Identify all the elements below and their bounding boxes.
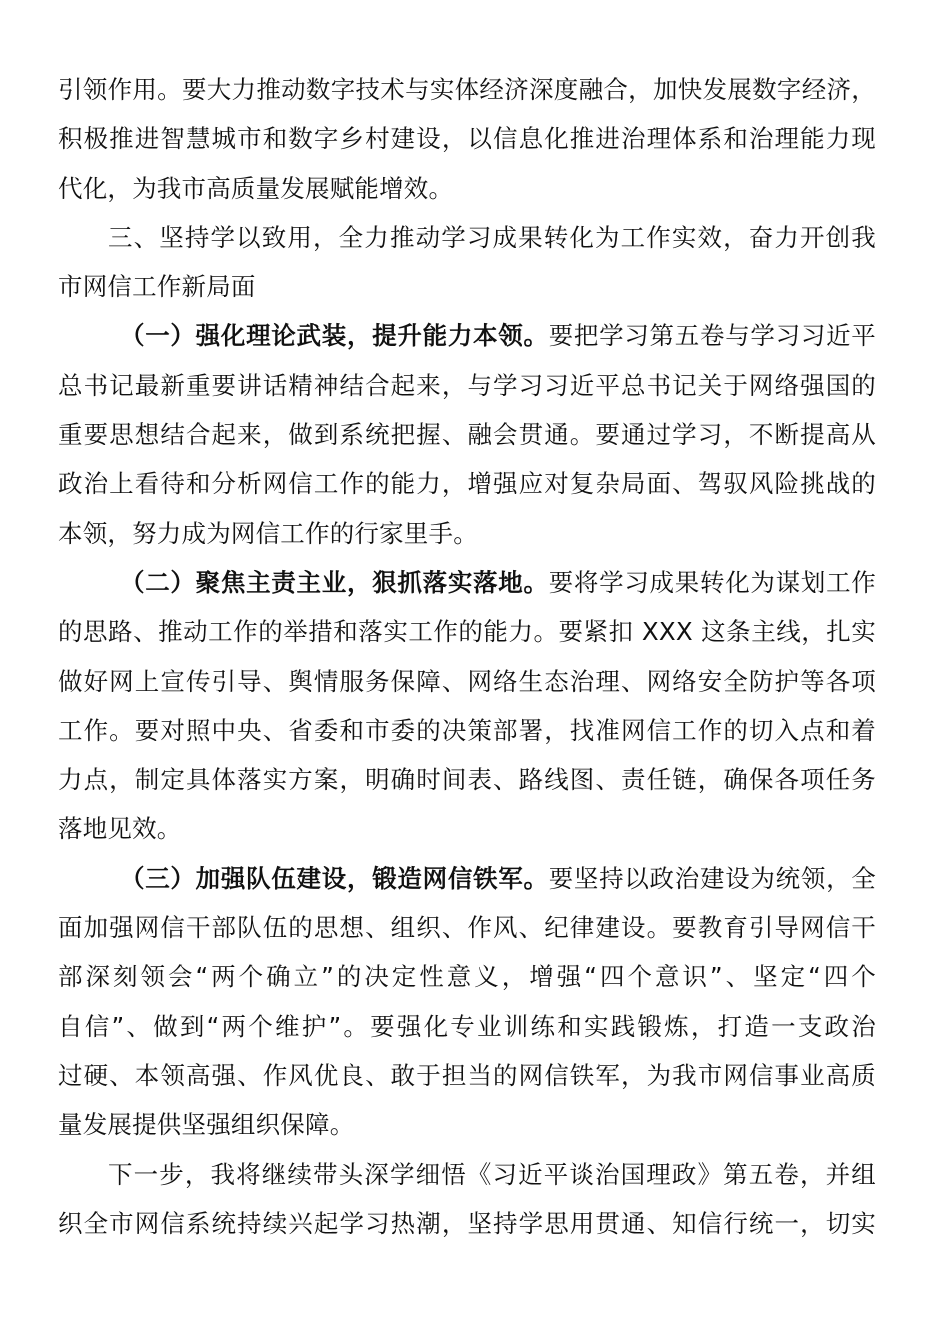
paragraph-intro-tail — [58, 68, 876, 216]
text-line — [58, 314, 876, 363]
paragraph-item-3 — [58, 857, 876, 1153]
text-line: 本领，努力成为网信工作的行家里手。 — [58, 518, 478, 548]
text-line: 织全市网信系统持续兴起学习热潮，坚持学思用贯通、知信行统一，切实 — [58, 1208, 876, 1238]
text-line: 总书记最新重要讲话精神结合起来，与学习习近平总书记关于网络强国的 — [58, 370, 876, 400]
text-line: 面加强网信干部队伍的思想、组织、作风、纪律建设。要教育引导网信干 — [58, 913, 876, 943]
text-line: 积极推进智慧城市和数字乡村建设，以信息化推进治理体系和治理能力现 — [58, 124, 876, 154]
text-line: 部深刻领会“两个确立”的决定性意义，增强“四个意识”、坚定“四个 — [58, 962, 876, 992]
text-line: 自信”、做到“两个维护”。要强化专业训练和实践锻炼，打造一支政治 — [58, 1011, 876, 1041]
paragraph-item-1 — [58, 314, 876, 560]
text-line: 过硬、本领高强、作风优良、敢于担当的网信铁军，为我市网信事业高质 — [58, 1060, 876, 1090]
document-page — [58, 68, 876, 1251]
paragraph-next-steps — [58, 1153, 876, 1252]
text-run: 要把学习第五卷与学习习近平 — [548, 321, 876, 351]
text-line: 量发展提供坚强组织保障。 — [58, 1110, 355, 1140]
text-line: 落地见效。 — [58, 814, 182, 844]
item-lead-title: （三）加强队伍建设，锻造网信铁军。 — [120, 863, 549, 893]
text-line: 做好网上宣传引导、舆情服务保障、网络生态治理、网络安全防护等各项 — [58, 666, 876, 696]
text-line: 工作。要对照中央、省委和市委的决策部署，找准网信工作的切入点和着 — [58, 715, 876, 745]
item-lead-title: （一）强化理论武装，提升能力本领。 — [120, 321, 549, 351]
text-line: 政治上看待和分析网信工作的能力，增强应对复杂局面、驾驭风险挑战的 — [58, 469, 876, 499]
text-run: 要将学习成果转化为谋划工作 — [548, 567, 876, 597]
text-line: 的思路、推动工作的举措和落实工作的能力。要紧扣 XXX 这条主线，扎实 — [58, 617, 876, 647]
section-heading-3 — [58, 216, 876, 315]
text-line: 代化，为我市高质量发展赋能增效。 — [58, 173, 454, 203]
text-line — [58, 857, 876, 906]
text-line: 下一步，我将继续带头深学细悟《习近平谈治国理政》第五卷，并组 — [108, 1159, 876, 1189]
text-line: 引领作用。要大力推动数字技术与实体经济深度融合，加快发展数字经济， — [58, 75, 876, 104]
heading-line: 市网信工作新局面 — [58, 272, 256, 302]
heading-line: 三、坚持学以致用，全力推动学习成果转化为工作实效，奋力开创我 — [108, 222, 876, 252]
item-lead-title: （二）聚焦主责主业，狠抓落实落地。 — [120, 567, 549, 597]
text-line: 力点，制定具体落实方案，明确时间表、路线图、责任链，确保各项任务 — [58, 765, 876, 795]
paragraph-item-2 — [58, 561, 876, 857]
text-run: 要坚持以政治建设为统领，全 — [548, 863, 876, 893]
text-line — [58, 561, 876, 610]
text-line: 重要思想结合起来，做到系统把握、融会贯通。要通过学习，不断提高从 — [58, 420, 876, 450]
